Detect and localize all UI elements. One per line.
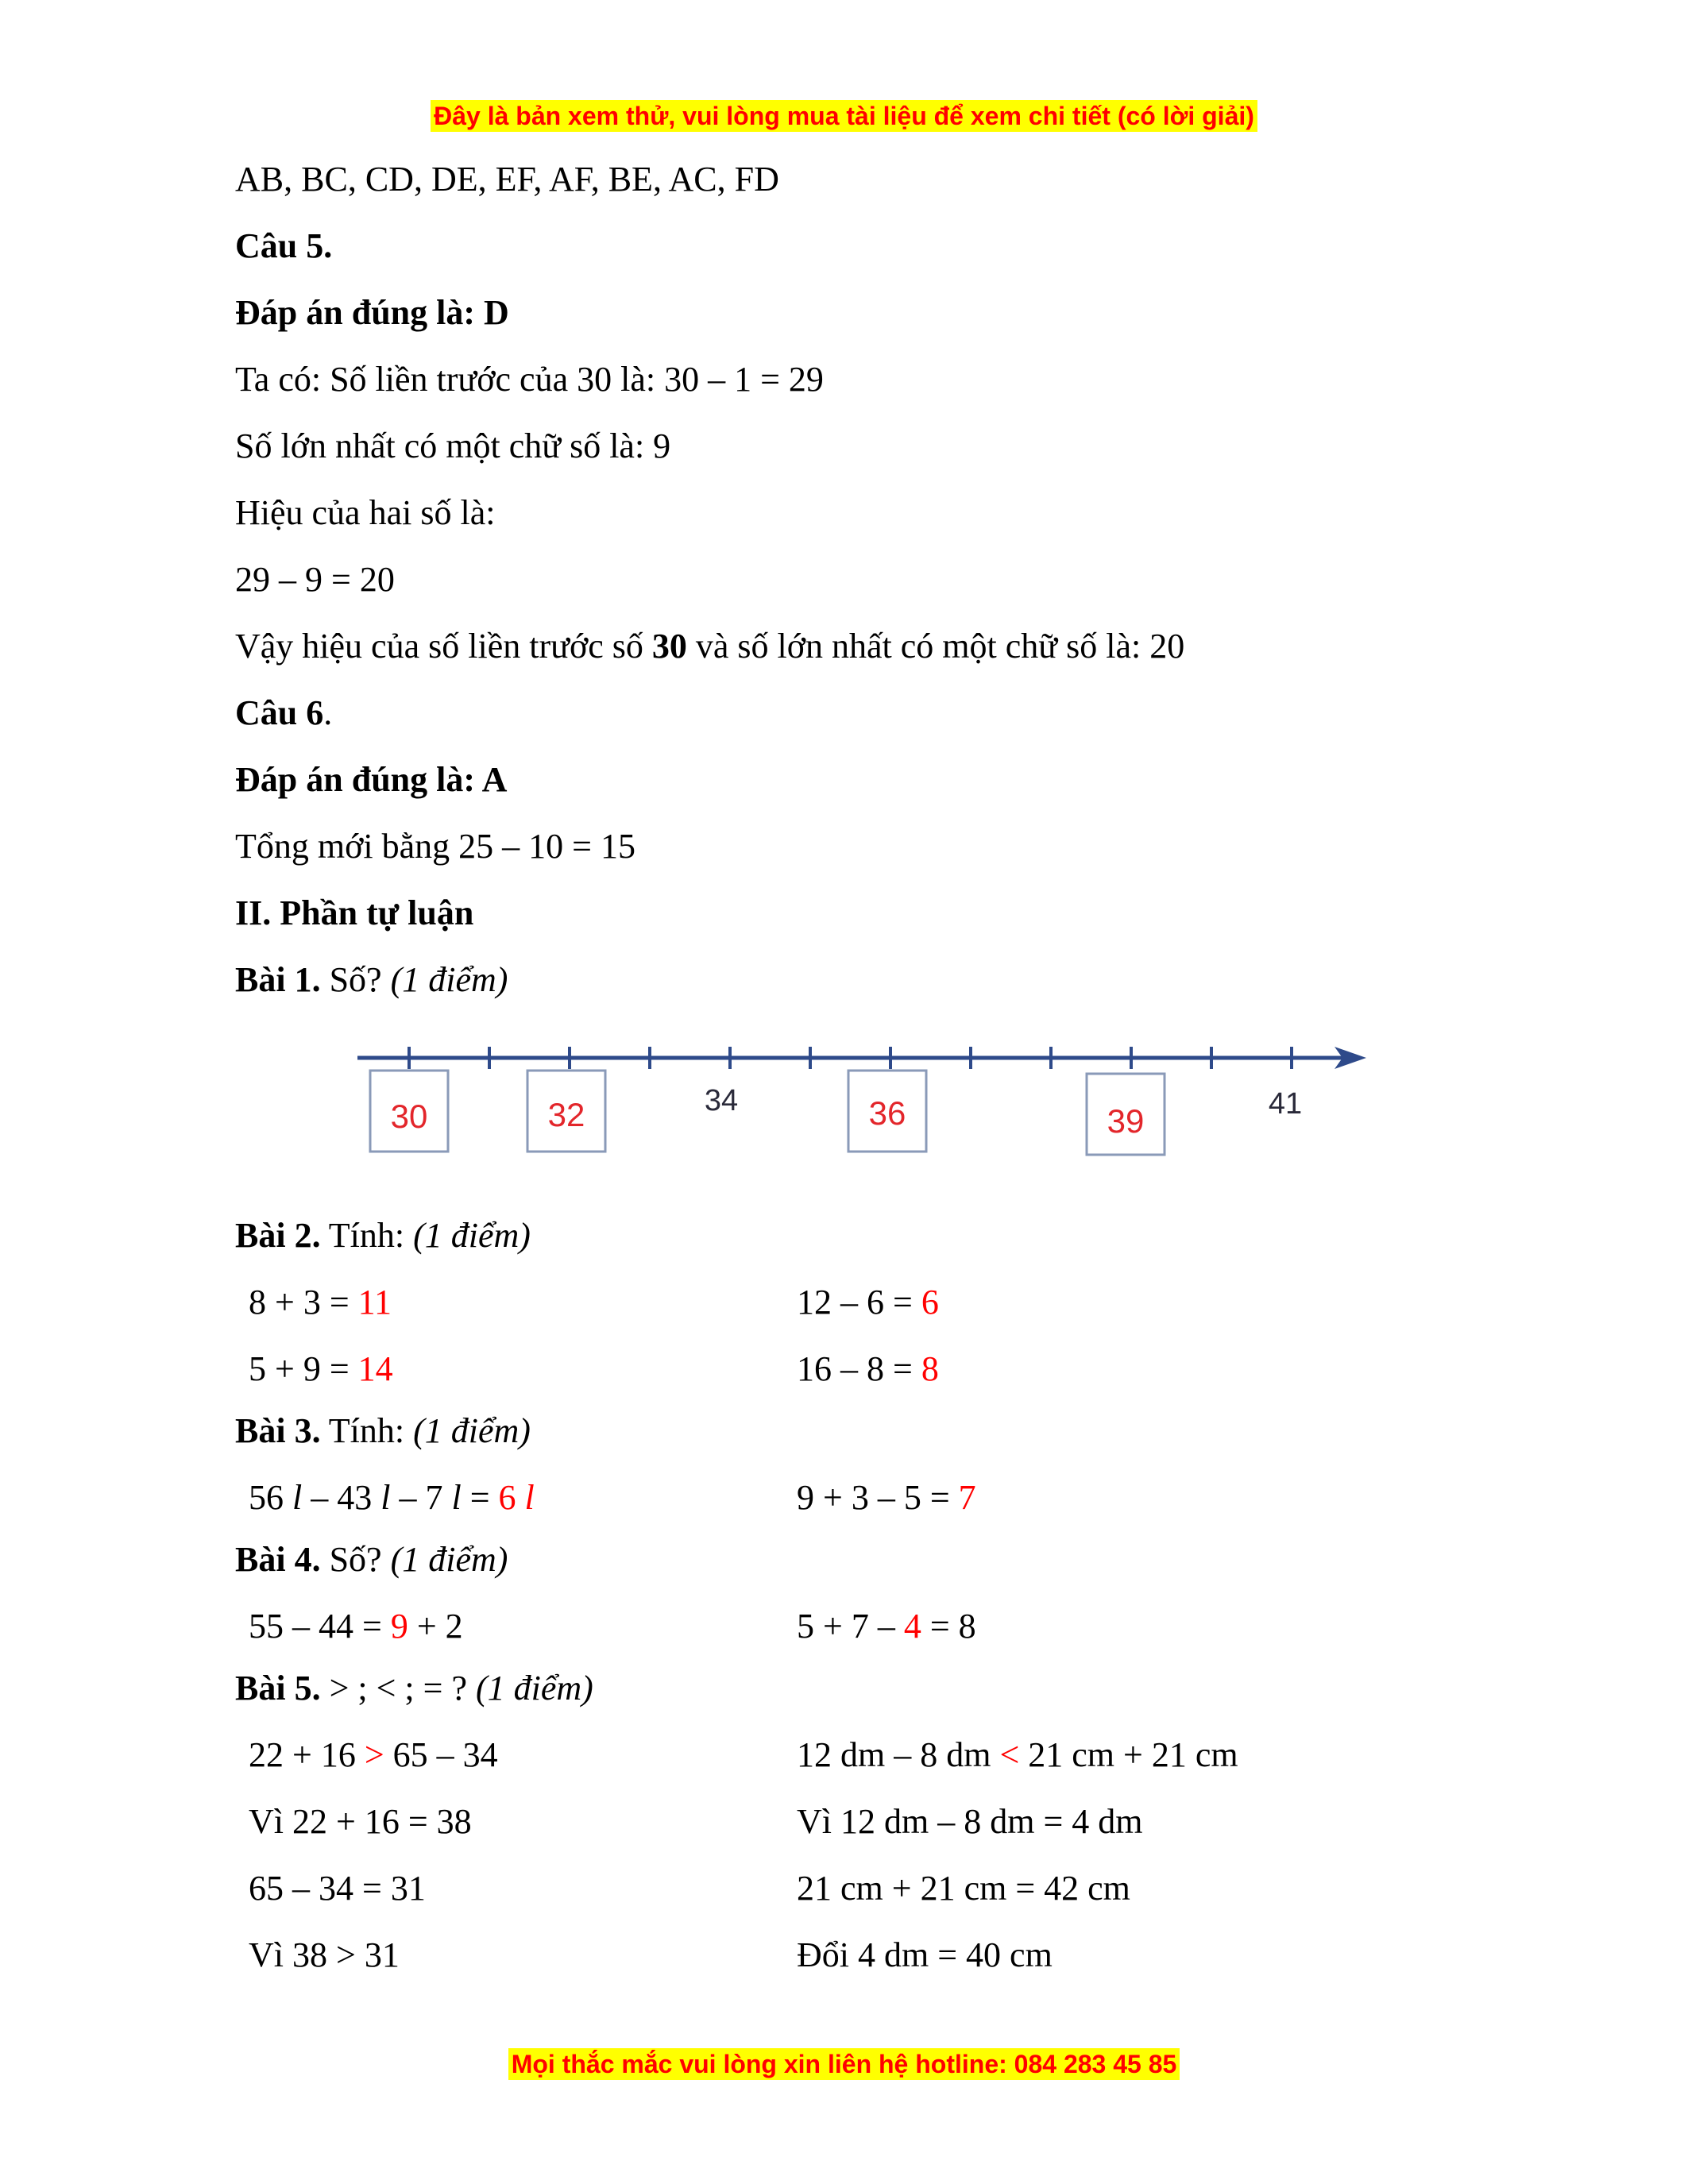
- cau5-answer: Đáp án đúng là: D: [235, 293, 509, 332]
- bai5-explain-right: Đổi 4 dm = 40 cm: [797, 1935, 1053, 1974]
- hotline-banner: Mọi thắc mắc vui lòng xin liên hệ hotline: 084 283 45 85: [0, 2050, 1688, 2079]
- bai4-left: 55 – 44 = 9 + 2: [249, 1607, 463, 1646]
- bai2-item: 8 + 3 = 11: [249, 1283, 392, 1322]
- number-line-answer: 32: [547, 1096, 585, 1133]
- number-line-answer: 30: [390, 1098, 428, 1135]
- bai2-heading: Bài 2. Tính: (1 điểm): [235, 1216, 531, 1255]
- cau5-conclusion: Vậy hiệu của số liền trước số 30 và số lớn nhất có một chữ số là: 20: [235, 627, 1185, 666]
- number-line-answer: 36: [868, 1094, 906, 1132]
- cau6-answer: Đáp án đúng là: A: [235, 760, 508, 799]
- bai5-explain-left: Vì 22 + 16 = 38: [249, 1802, 472, 1841]
- preview-notice-banner: Đây là bản xem thử, vui lòng mua tài liệu để xem chi tiết (có lời giải): [0, 102, 1688, 131]
- number-line-label: 41: [1268, 1087, 1303, 1121]
- cau5-line: Ta có: Số liền trước của 30 là: 30 – 1 = 29: [235, 360, 824, 399]
- part2-title: II. Phần tự luận: [235, 893, 474, 932]
- number-line-answer: 39: [1107, 1102, 1145, 1140]
- bai5-explain-right: 21 cm + 21 cm = 42 cm: [797, 1869, 1130, 1908]
- bai1-heading: Bài 1. Số? (1 điểm): [235, 960, 508, 999]
- cau6-line: Tổng mới bằng 25 – 10 = 15: [235, 827, 635, 866]
- bai2-item: 12 – 6 = 6: [797, 1283, 939, 1322]
- number-line-label: 34: [704, 1084, 739, 1117]
- bai5-left: 22 + 16 > 65 – 34: [249, 1735, 498, 1774]
- cau5-line: Số lớn nhất có một chữ số là: 9: [235, 426, 671, 465]
- bai5-explain-right: Vì 12 dm – 8 dm = 4 dm: [797, 1802, 1143, 1841]
- bai3-right: 9 + 3 – 5 = 7: [797, 1478, 976, 1517]
- bai3-heading: Bài 3. Tính: (1 điểm): [235, 1411, 531, 1450]
- cau5-line: 29 – 9 = 20: [235, 560, 395, 599]
- bai5-right: 12 dm – 8 dm < 21 cm + 21 cm: [797, 1735, 1238, 1774]
- segments-line: AB, BC, CD, DE, EF, AF, BE, AC, FD: [235, 160, 779, 199]
- number-line-figure: [350, 1024, 1374, 1167]
- cau5-title: Câu 5.: [235, 226, 333, 265]
- bai2-item: 16 – 8 = 8: [797, 1349, 939, 1388]
- bai3-left: 56 l – 43 l – 7 l = 6 l: [249, 1478, 535, 1517]
- cau6-title: Câu 6.: [235, 693, 333, 732]
- cau5-line: Hiệu của hai số là:: [235, 493, 496, 532]
- bai4-heading: Bài 4. Số? (1 điểm): [235, 1540, 508, 1579]
- bai4-right: 5 + 7 – 4 = 8: [797, 1607, 976, 1646]
- bai5-explain-left: 65 – 34 = 31: [249, 1869, 426, 1908]
- bai5-heading: Bài 5. > ; < ; = ? (1 điểm): [235, 1669, 593, 1707]
- bai5-explain-left: Vì 38 > 31: [249, 1935, 400, 1974]
- bai2-item: 5 + 9 = 14: [249, 1349, 393, 1388]
